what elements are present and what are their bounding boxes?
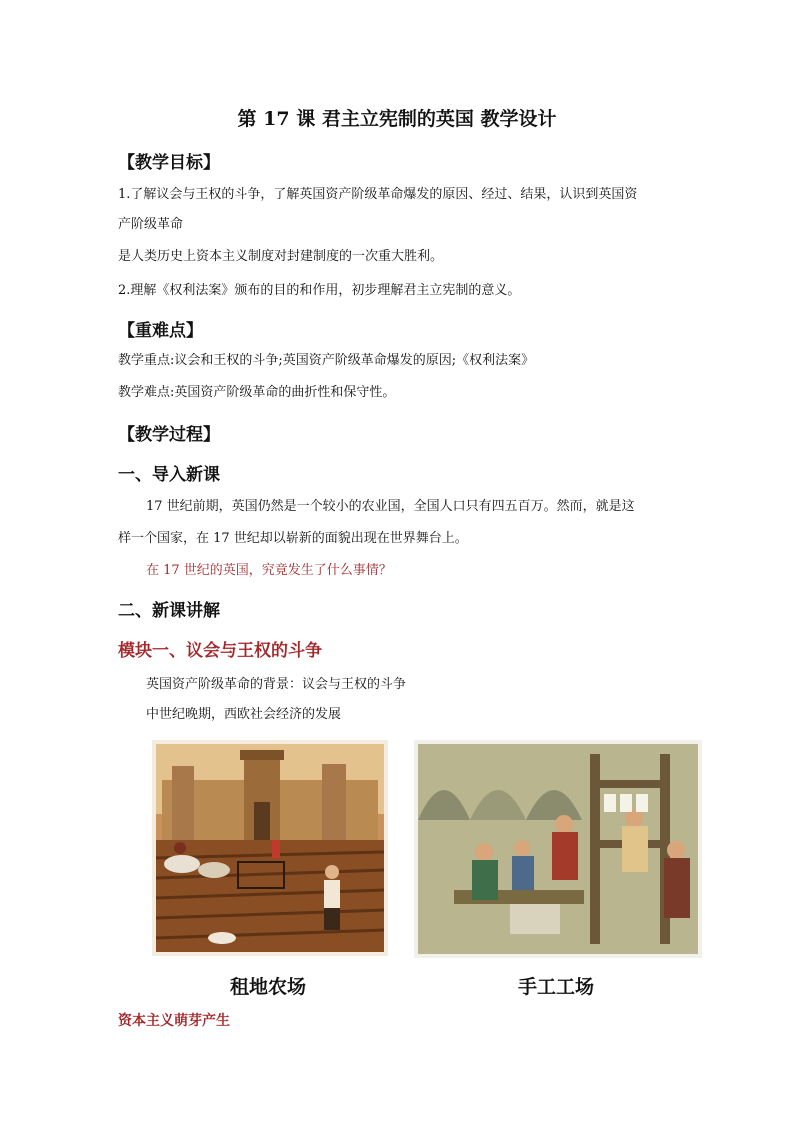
late-medieval-text: 中世纪晚期，西欧社会经济的发展 [146,707,342,722]
page-title: 第 17 课 君主立宪制的英国 教学设计 [237,108,557,130]
key-point: 教学重点:议会和王权的斗争;英国资产阶级革命爆发的原因;《权利法案》 [118,353,535,368]
workshop-illustration [414,740,702,958]
farm-caption: 租地农场 [230,976,307,998]
goal-1-line-3: 是人类历史上资本主义制度对封建制度的一次重大胜利。 [118,249,444,264]
goal-2: 2.理解《权利法案》颁布的目的和作用，初步理解君主立宪制的意义。 [118,283,521,298]
goal-1-line-2: 产阶级革命 [118,217,184,232]
goals-heading: 【教学目标】 [118,153,220,173]
module-1-heading: 模块一、议会与王权的斗争 [118,641,322,661]
conclusion-text: 资本主义萌芽产生 [118,1013,230,1029]
difficult-point: 教学难点:英国资产阶级革命的曲折性和保守性。 [118,385,396,400]
intro-question: 在 17 世纪的英国，究竟发生了什么事情？ [146,563,392,578]
goal-1-line-1: 1.了解议会与王权的斗争，了解英国资产阶级革命爆发的原因、经过、结果，认识到英国资 [118,187,638,202]
process-heading: 【教学过程】 [118,425,220,445]
part-1-heading: 一、导入新课 [118,465,220,485]
workshop-image [414,740,702,958]
farm-image [152,740,388,956]
key-heading: 【重难点】 [118,321,203,341]
intro-line-2: 样一个国家，在 17 世纪却以崭新的面貌出现在世界舞台上。 [118,531,468,546]
background-text: 英国资产阶级革命的背景：议会与王权的斗争 [146,677,407,692]
intro-line-1: 17 世纪前期，英国仍然是一个较小的农业国，全国人口只有四五百万。然而，就是这 [146,499,635,514]
part-2-heading: 二、新课讲解 [118,601,220,621]
farm-illustration [152,740,388,956]
workshop-caption: 手工工场 [518,976,595,998]
